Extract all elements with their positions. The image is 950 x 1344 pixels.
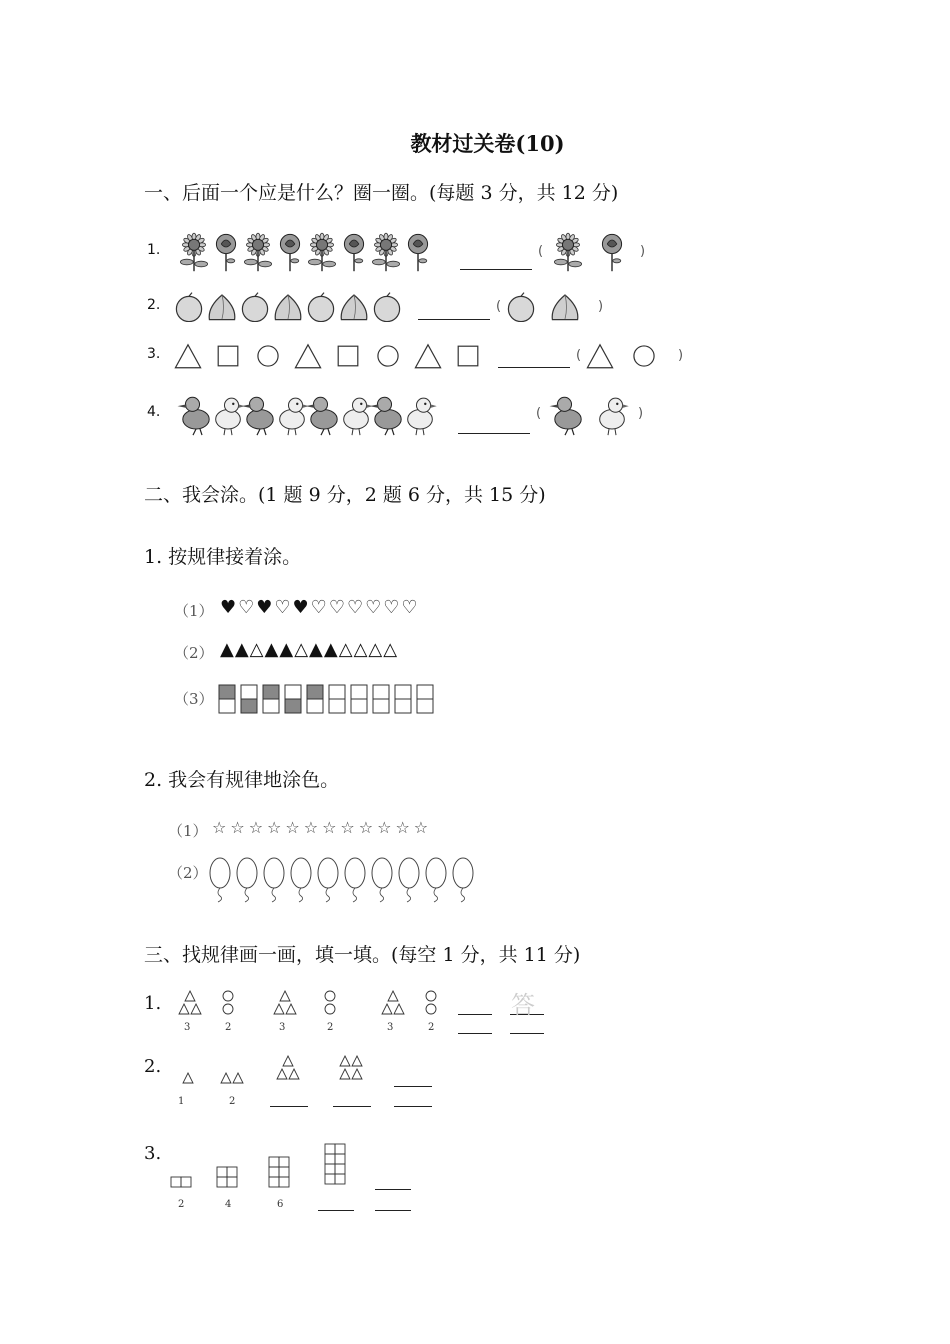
answer-blank[interactable] [375,1209,411,1211]
paren-close: ) [638,406,644,421]
choice-rose-icon[interactable] [592,232,632,272]
balloon-row [208,855,484,907]
count-label: 2 [178,1199,185,1210]
answer-blank[interactable] [498,366,570,368]
empty-square[interactable] [241,685,257,699]
balloon-icon[interactable] [399,858,419,888]
count-label: 2 [229,1096,236,1107]
circle-group [322,990,338,1016]
filled-square [219,685,235,699]
square-grid [170,1176,192,1188]
balloon-icon[interactable] [237,858,257,888]
choice-duck-icon[interactable] [546,392,590,436]
triangle-pattern: ▲▲△▲▲△▲▲△△△△ [220,639,399,660]
square-grid [324,1143,346,1185]
answer-blank[interactable] [460,268,532,270]
count-label: 2 [327,1022,334,1033]
balloon-icon[interactable] [318,858,338,888]
answer-blank[interactable] [333,1105,371,1107]
answer-blank[interactable] [394,1085,432,1087]
paren-close: ) [598,299,604,314]
answer-blank[interactable] [394,1105,432,1107]
triangle-group [170,1072,206,1085]
triangle-icon [174,342,202,370]
balloon-icon[interactable] [372,858,392,888]
answer-blank[interactable] [510,1032,544,1034]
circle-icon [254,342,282,370]
empty-square[interactable] [329,685,345,699]
question-number: 3. [147,346,161,362]
question-number: 3. [144,1143,162,1164]
empty-square[interactable] [307,699,323,713]
apple-icon [240,292,270,322]
square-pattern [218,684,438,718]
count-label: 3 [387,1022,394,1033]
empty-square[interactable] [417,685,433,699]
count-label: 1 [178,1096,185,1107]
row-label: （1） [168,822,208,840]
count-label: 3 [279,1022,286,1033]
circle-group [220,990,236,1016]
choice-chick-icon[interactable] [590,392,634,436]
circle-group [423,990,439,1016]
peach-icon [207,292,237,322]
empty-square[interactable] [417,699,433,713]
count-label: 4 [225,1199,232,1210]
empty-square[interactable] [395,699,411,713]
paren-open: ( [576,348,582,363]
triangle-group [270,1055,306,1081]
count-label: 3 [184,1022,191,1033]
empty-square[interactable] [351,685,367,699]
paren-close: ) [678,348,684,363]
apple-icon [306,292,336,322]
balloon-icon[interactable] [345,858,365,888]
choice-circle-icon[interactable] [630,342,658,370]
row-label: （3） [174,690,214,708]
question-number: 1. [147,242,161,258]
triangle-icon [414,342,442,370]
section-2-q1-title: 1. 按规律接着涂。 [144,546,302,568]
chick-icon [398,392,442,436]
section-2-q2-title: 2. 我会有规律地涂色。 [144,769,340,791]
filled-square [263,685,279,699]
choice-sunflower-icon[interactable] [548,232,588,272]
answer-blank[interactable] [458,1013,492,1015]
square-icon [334,342,362,370]
count-label: 2 [225,1022,232,1033]
circle-icon [374,342,402,370]
peach-icon [339,292,369,322]
balloon-icon[interactable] [210,858,230,888]
empty-square[interactable] [351,699,367,713]
square-icon [454,342,482,370]
empty-square[interactable] [373,699,389,713]
choice-peach-icon[interactable] [550,292,580,322]
filled-square [307,685,323,699]
apple-icon [174,292,204,322]
empty-square[interactable] [219,699,235,713]
triangle-group [267,990,303,1016]
section-1-heading: 一、后面一个应是什么？圈一圈。(每题 3 分，共 12 分) [144,182,619,204]
empty-square[interactable] [263,699,279,713]
answer-blank[interactable] [375,1188,411,1190]
row-label: （2） [168,864,208,882]
square-icon [214,342,242,370]
heart-pattern: ♥♡♥♡♥♡♡♡♡♡♡ [220,597,420,618]
triangle-group [333,1055,369,1081]
triangle-group [172,990,208,1016]
paren-open: ( [496,299,502,314]
count-label: 6 [277,1199,284,1210]
answer-blank[interactable] [270,1105,308,1107]
rose-icon [398,232,438,272]
empty-square[interactable] [329,699,345,713]
paren-open: ( [538,244,544,259]
page-title: 教材过关卷(10) [410,131,565,156]
section-3-heading: 三、找规律画一画，填一填。(每空 1 分，共 11 分) [144,944,581,966]
star-pattern: ☆☆☆☆☆☆☆☆☆☆☆☆ [212,818,433,837]
question-number: 1. [144,993,162,1014]
paren-close: ) [640,244,646,259]
answer-blank[interactable] [458,432,530,434]
balloon-icon[interactable] [453,858,473,888]
row-label: （1） [174,602,214,620]
choice-triangle-icon[interactable] [586,342,614,370]
question-number: 2. [147,297,161,313]
empty-square[interactable] [285,685,301,699]
answer-blank[interactable] [458,1032,492,1034]
filled-square [241,699,257,713]
paren-open: ( [536,406,542,421]
row-label: （2） [174,644,214,662]
count-label: 2 [428,1022,435,1033]
triangle-group [214,1072,250,1085]
square-grid [268,1156,290,1188]
balloon-icon[interactable] [426,858,446,888]
balloon-icon[interactable] [291,858,311,888]
watermark: 答 [511,991,535,1019]
empty-square[interactable] [373,685,389,699]
empty-square[interactable] [395,685,411,699]
balloon-icon[interactable] [264,858,284,888]
apple-icon [372,292,402,322]
question-number: 2. [144,1056,162,1077]
triangle-icon [294,342,322,370]
answer-blank[interactable] [318,1209,354,1211]
choice-apple-icon[interactable] [506,292,536,322]
triangle-group [375,990,411,1016]
section-2-heading: 二、我会涂。(1 题 9 分，2 题 6 分，共 15 分) [144,484,546,506]
square-grid [216,1166,238,1188]
filled-square [285,699,301,713]
peach-icon [273,292,303,322]
answer-blank[interactable] [418,318,490,320]
question-number: 4. [147,404,161,420]
